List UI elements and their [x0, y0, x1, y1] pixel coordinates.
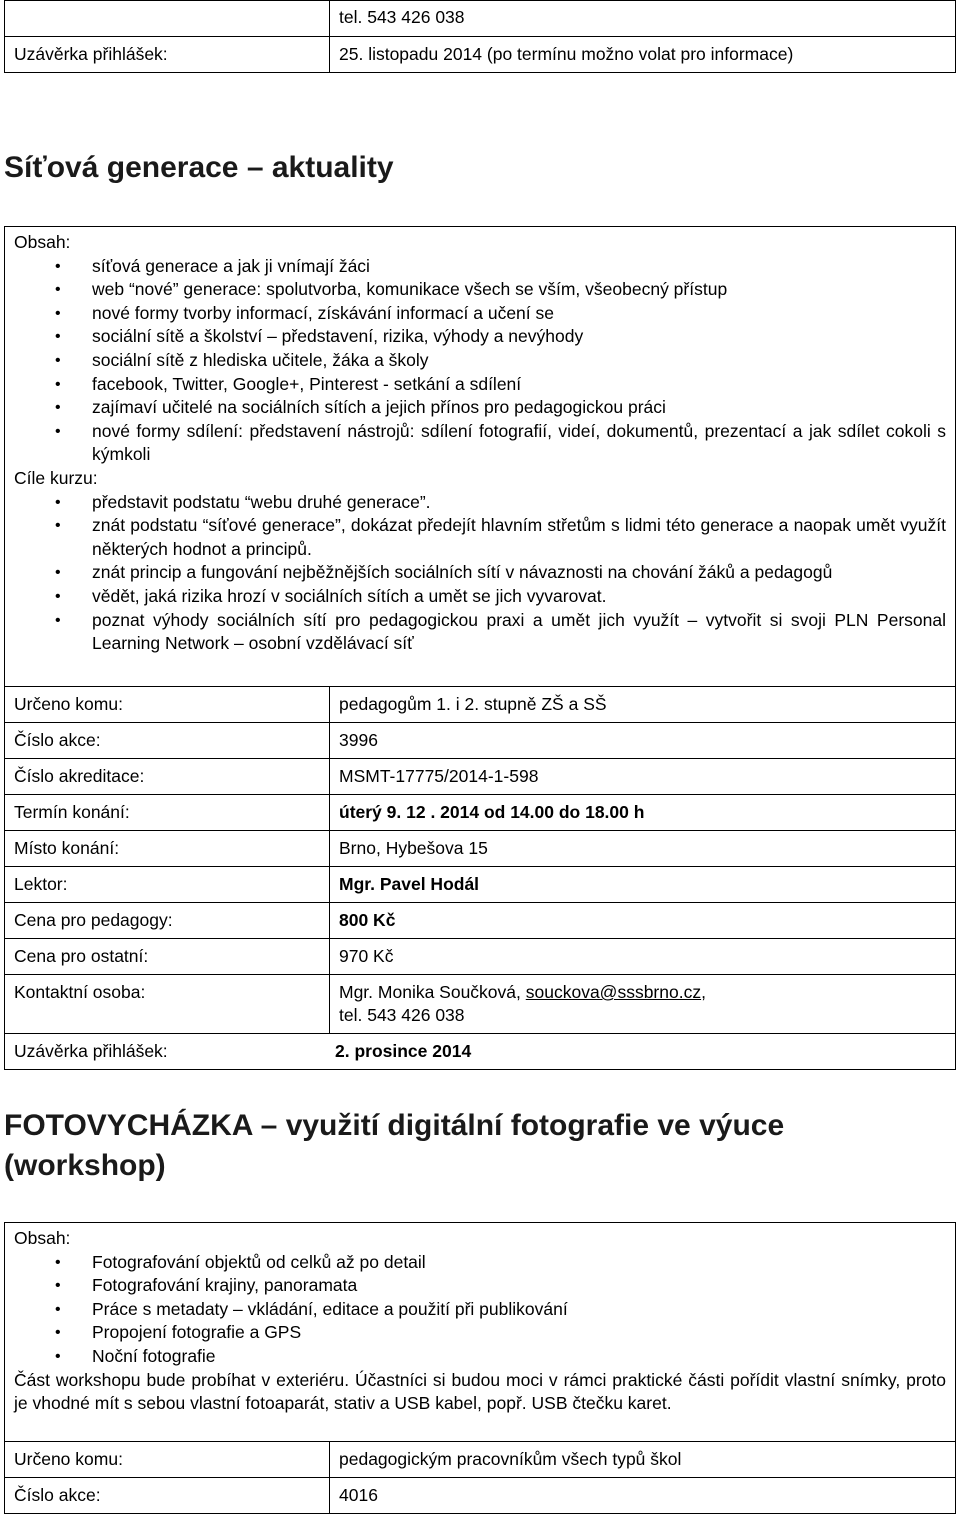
course2-details-table	[4, 1441, 956, 1514]
top-empty-cell	[5, 1, 330, 37]
detail-value: 800 Kč	[330, 903, 956, 939]
course2-content_items-item: • Fotografování objektů od celků až po detail	[92, 1251, 946, 1275]
contact-comma: ,	[701, 982, 706, 1002]
course2-note: Část workshopu bude probíhat v exteriéru. Účastníci si budou moci v rámci praktické části pořídit vlastní snímky, proto je vhodné mít s sebou vlastní fotoaparát, stativ a USB kabel, popř. USB čtečku karet.	[14, 1369, 946, 1414]
detail-value: Brno, Hybešova 15	[330, 831, 956, 867]
detail-label: Číslo akce:	[5, 723, 330, 759]
course1-contact-label: Kontaktní osoba:	[5, 975, 330, 1034]
course1-goals_items-item: • znát podstatu “síťové generace”, dokázat předejít hlavním střetům s lidmi této generace a naopak umět využít některých hodnot a principů.	[92, 514, 946, 561]
detail-row	[5, 759, 956, 795]
detail-row	[5, 795, 956, 831]
course1-goals-label: Cíle kurzu:	[14, 467, 98, 488]
top-deadline-label: Uzávěrka přihlášek:	[5, 37, 330, 73]
course1-content-box	[4, 226, 956, 687]
course1-content_items-item: • nové formy sdílení: představení nástrojů: sdílení fotografií, videí, dokumentů, prezentací a jak sdílet cokoli s kýmkoli	[92, 420, 946, 467]
course1-goals_items-item: • představit podstatu “webu druhé generace”.	[92, 491, 946, 515]
top-deadline-text: 25. listopadu 2014 (po termínu možno volat pro informace)	[339, 44, 794, 64]
detail-value: 970 Kč	[330, 939, 956, 975]
detail-value: MSMT-17775/2014-1-598	[330, 759, 956, 795]
course1-content_items-item: • nové formy tvorby informací, získávání informací a učení se	[92, 302, 946, 326]
course1-goals_items-item: • znát princip a fungování nejběžnějších sociálních sítí v návaznosti na chování žáků a pedagogů	[92, 561, 946, 585]
detail-label: Určeno komu:	[5, 687, 330, 723]
course2-content_items-item: • Práce s metadaty – vkládání, editace a použití při publikování	[92, 1298, 946, 1322]
course2-content_items-item: • Propojení fotografie a GPS	[92, 1321, 946, 1345]
course2-title: FOTOVYCHÁZKA – využití digitální fotografie ve výuce (workshop)	[4, 1109, 785, 1182]
course1-contact-value	[330, 975, 956, 1034]
contact-email-link[interactable]: souckova@sssbrno.cz	[525, 982, 702, 1002]
detail-label: Číslo akreditace:	[5, 759, 330, 795]
detail-row	[5, 831, 956, 867]
detail-value: Mgr. Pavel Hodál	[330, 867, 956, 903]
course2-content_items-item: • Fotografování krajiny, panoramata	[92, 1274, 946, 1298]
course1-content-label: Obsah:	[14, 232, 71, 252]
detail-row	[5, 867, 956, 903]
detail-value: pedagogům 1. i 2. stupně ZŠ a SŠ	[330, 687, 956, 723]
detail-row	[5, 723, 956, 759]
detail-row	[5, 687, 956, 723]
course1-content_items-item: • sociální sítě a školství – představení, rizika, výhody a nevýhody	[92, 325, 946, 349]
course2-content-label: Obsah:	[14, 1228, 71, 1248]
course1-title: Síťová generace – aktuality	[4, 151, 394, 184]
top-deadline-value	[330, 37, 956, 73]
course1-content_items-item: • zajímaví učitelé na sociálních sítích a jejich přínos pro pedagogickou práci	[92, 396, 946, 420]
course1-content_items-item: • web “nové” generace: spolutvorba, komunikace všech se vším, všeobecný přístup	[92, 278, 946, 302]
detail-value: 4016	[330, 1478, 956, 1514]
detail-row	[5, 1442, 956, 1478]
detail-row	[5, 939, 956, 975]
detail-row	[5, 903, 956, 939]
course1-deadline-label: Uzávěrka přihlášek:	[14, 1041, 168, 1061]
course1-deadline-value: 2. prosince 2014	[335, 1041, 472, 1061]
detail-label: Lektor:	[5, 867, 330, 903]
course1-goals_items-item: • poznat výhody sociálních sítí pro pedagogickou praxi a umět jich využít – vytvořit si svoji PLN Personal Learning Network – osobní vzdělávací síť	[92, 609, 946, 656]
detail-row	[5, 1478, 956, 1514]
detail-label: Místo konání:	[5, 831, 330, 867]
detail-label: Cena pro ostatní:	[5, 939, 330, 975]
course1-goals-list	[14, 491, 946, 656]
top-tel: tel. 543 426 038	[330, 1, 956, 37]
detail-value: pedagogickým pracovníkům všech typů škol	[330, 1442, 956, 1478]
course2-content_items-item: • Noční fotografie	[92, 1345, 946, 1369]
course1-goals_items-item: • vědět, jaká rizika hrozí v sociálních sítích a umět se jich vyvarovat.	[92, 585, 946, 609]
detail-label: Termín konání:	[5, 795, 330, 831]
detail-value: 3996	[330, 723, 956, 759]
course1-content_items-item: • sociální sítě z hlediska učitele, žáka a školy	[92, 349, 946, 373]
top-info-table	[4, 0, 956, 73]
contact-name: Mgr. Monika Součková,	[339, 982, 526, 1002]
detail-value: úterý 9. 12 . 2014 od 14.00 do 18.00 h	[330, 795, 956, 831]
detail-label: Cena pro pedagogy:	[5, 903, 330, 939]
course2-content-box	[4, 1222, 956, 1442]
course1-details-table	[4, 686, 956, 1070]
course1-content_items-item: • síťová generace a jak ji vnímají žáci	[92, 255, 946, 279]
course1-content-list	[14, 255, 946, 467]
detail-label: Číslo akce:	[5, 1478, 330, 1514]
course1-content_items-item: • facebook, Twitter, Google+, Pinterest - setkání a sdílení	[92, 373, 946, 397]
contact-tel: tel. 543 426 038	[339, 1005, 465, 1025]
detail-label: Určeno komu:	[5, 1442, 330, 1478]
course2-content-list	[14, 1251, 946, 1369]
course1-deadline-row	[5, 1034, 956, 1070]
